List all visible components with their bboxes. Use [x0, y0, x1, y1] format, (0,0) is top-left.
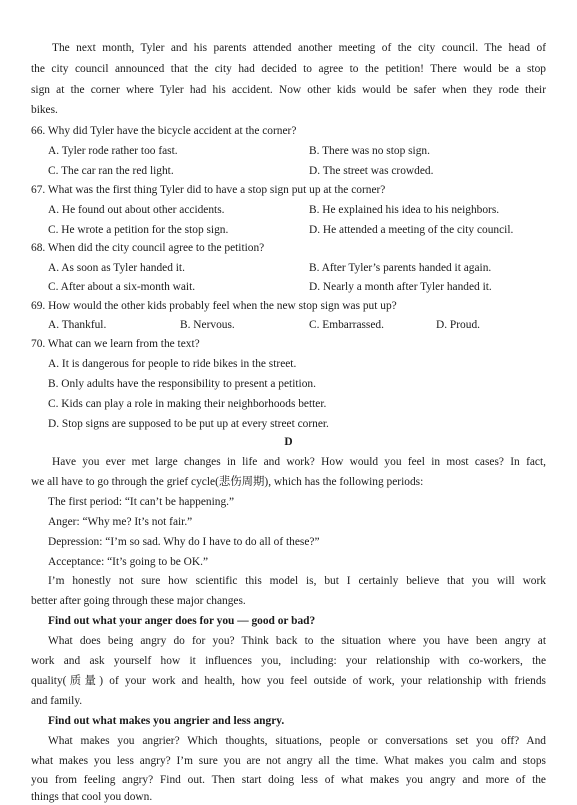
grief-period: Depression: “I’m so sad. Why do I have to do all of these?”	[48, 536, 320, 548]
question-stem: 66. Why did Tyler have the bicycle accident at the corner?	[31, 125, 297, 137]
answer-option: D. He attended a meeting of the city council.	[309, 224, 514, 236]
answer-option: A. As soon as Tyler handed it.	[48, 262, 185, 274]
paragraph-line: What does being angry do for you? Think back to the situation where you have been angry at	[48, 635, 546, 647]
answer-option: B. Only adults have the responsibility to present a petition.	[48, 378, 316, 390]
answer-option: B. He explained his idea to his neighbors.	[309, 204, 500, 216]
grief-period: Anger: “Why me? It’s not fair.”	[48, 516, 193, 528]
answer-option: A. Thankful.	[48, 319, 107, 331]
answer-option: D. Nearly a month after Tyler handed it.	[309, 281, 492, 293]
subheading: Find out what makes you angrier and less angry.	[48, 715, 285, 727]
answer-option: C. After about a six-month wait.	[48, 281, 196, 293]
answer-option: A. It is dangerous for people to ride bikes in the street.	[48, 358, 297, 370]
answer-option: C. The car ran the red light.	[48, 165, 174, 177]
answer-option: D. The street was crowded.	[309, 165, 434, 177]
paragraph-line: Have you ever met large changes in life and work? How would you feel in most cases? In fact,	[52, 456, 546, 468]
paragraph-line: work and ask yourself how it influences you, including: your relationship with co-workers, the	[31, 655, 546, 667]
question-stem: 70. What can we learn from the text?	[31, 338, 200, 350]
paragraph-line: what makes you less angry? I’m sure you are not angry all the time. What makes you calm and stops	[31, 755, 546, 767]
answer-option: B. There was no stop sign.	[309, 145, 430, 157]
grief-period: The first period: “It can’t be happening.”	[48, 496, 235, 508]
answer-option: A. Tyler rode rather too fast.	[48, 145, 178, 157]
question-stem: 67. What was the first thing Tyler did to have a stop sign put up at the corner?	[31, 184, 386, 196]
grief-period: Acceptance: “It’s going to be OK.”	[48, 556, 209, 568]
paragraph-line: quality(质量) of your work and health, how you feel outside of work, your relationship with friends	[31, 675, 546, 687]
answer-option: A. He found out about other accidents.	[48, 204, 225, 216]
answer-option: C. Embarrassed.	[309, 319, 384, 331]
paragraph-line: The next month, Tyler and his parents attended another meeting of the city council. The head of	[52, 42, 546, 54]
subheading: Find out what your anger does for you — good or bad?	[48, 615, 316, 627]
answer-option: B. Nervous.	[180, 319, 235, 331]
paragraph-line: I’m honestly not sure how scientific this model is, but I certainly believe that you will work	[48, 575, 546, 587]
paragraph-line: things that cool you down.	[31, 791, 153, 803]
paragraph-line: What makes you angrier? Which thoughts, situations, people or conversations set you off? And	[48, 735, 546, 747]
answer-option: B. After Tyler’s parents handed it again.	[309, 262, 492, 274]
paragraph-line: bikes.	[31, 104, 58, 116]
answer-option: C. Kids can play a role in making their neighborhoods better.	[48, 398, 327, 410]
paragraph-line: the city council announced that the city had decided to agree to the petition! There would be a stop	[31, 63, 546, 75]
question-stem: 68. When did the city council agree to the petition?	[31, 242, 265, 254]
paragraph-line: we all have to go through the grief cycle(悲伤周期), which has the following periods:	[31, 476, 424, 488]
paragraph-line: better after going through these major changes.	[31, 595, 246, 607]
paragraph-line: sign at the corner where Tyler had his accident. Now other kids would be safer when they rode their	[31, 84, 546, 96]
answer-option: C. He wrote a petition for the stop sign.	[48, 224, 229, 236]
paragraph-line: you from feeling angry? Find out. Then start doing less of what makes you angry and more of the	[31, 774, 546, 786]
section-heading: D	[284, 436, 293, 448]
paragraph-line: and family.	[31, 695, 83, 707]
question-stem: 69. How would the other kids probably feel when the new stop sign was put up?	[31, 300, 397, 312]
answer-option: D. Stop signs are supposed to be put up at every street corner.	[48, 418, 329, 430]
answer-option: D. Proud.	[436, 319, 480, 331]
